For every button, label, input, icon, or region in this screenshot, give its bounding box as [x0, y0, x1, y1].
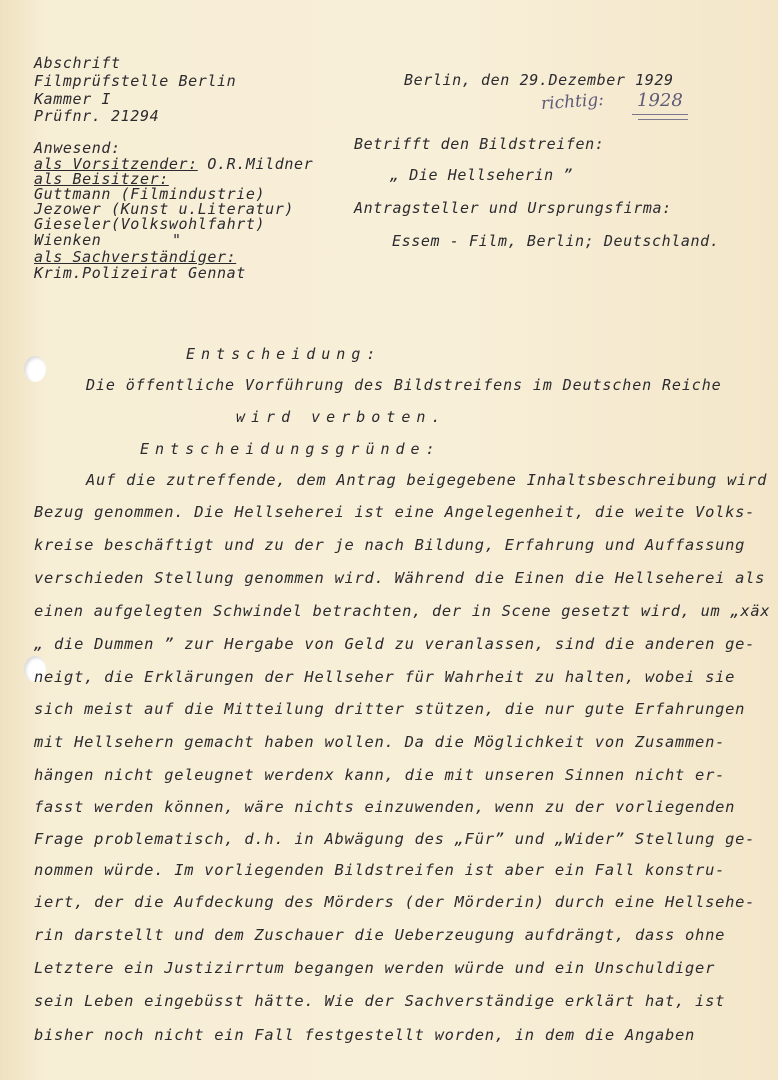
- body-line: kreise beschäftigt und zu der je nach Bildung, Erfahrung und Auffassung: [34, 536, 746, 554]
- body-line: fasst werden können, wäre nichts einzuwenden, wenn zu der vorliegenden: [34, 798, 736, 816]
- body-line: „ die Dummen ” zur Hergabe von Geld zu veranlassen, sind die anderen ge-: [34, 635, 756, 653]
- handwritten-underline: [632, 114, 688, 115]
- body-line: Frage problematisch, d.h. in Abwägung des „Für” und „Wider” Stellung ge-: [34, 830, 756, 848]
- applicant-label: Antragsteller und Ursprungsfirma:: [354, 199, 672, 217]
- test-number: Prüfnr. 21294: [34, 107, 160, 125]
- assessor-2: Jezower (Kunst u.Literatur): [34, 200, 295, 218]
- copy-label: Abschrift: [34, 54, 121, 72]
- chair-label: als Vorsitzender:: [34, 155, 198, 173]
- body-line: nommen würde. Im vorliegenden Bildstreifen ist aber ein Fall konstru-: [34, 861, 726, 879]
- document-date: Berlin, den 29.Dezember 1929: [404, 71, 674, 89]
- attendance-title: Anwesend:: [34, 139, 121, 157]
- body-line: rin darstellt und dem Zuschauer die Ueberzeugung aufdrängt, dass ohne: [34, 926, 726, 944]
- applicant-company: Essem - Film, Berlin; Deutschland.: [392, 232, 720, 250]
- punch-hole: [24, 356, 46, 382]
- authority-name: Filmprüfstelle Berlin: [34, 72, 237, 90]
- body-line: einen aufgelegten Schwindel betrachten, der in Scene gesetzt wird, um „xäx: [34, 602, 771, 620]
- body-line: verschieden Stellung genommen wird. Während die Einen die Hellseherei als: [34, 569, 766, 587]
- body-line: sein Leben eingebüsst hätte. Wie der Sachverständige erklärt hat, ist: [34, 992, 726, 1010]
- assessor-1: Guttmann (Filmindustrie): [34, 185, 266, 203]
- handwritten-corrected-year: 1928: [637, 90, 683, 111]
- body-line: sich meist auf die Mitteilung dritter stützen, die nur gute Erfahrungen: [34, 700, 746, 718]
- ditto-mark: ": [172, 231, 182, 249]
- decision-verdict: wird verboten.: [236, 408, 447, 426]
- body-line: Bezug genommen. Die Hellseherei ist eine Angelegenheit, die weite Volks-: [34, 503, 756, 521]
- subject-label: Betrifft den Bildstreifen:: [354, 135, 605, 153]
- body-line: Auf die zutreffende, dem Antrag beigegebene Inhaltsbeschreibung wird: [86, 471, 768, 489]
- decision-heading: Entscheidung:: [186, 345, 382, 363]
- body-line: mit Hellsehern gemacht haben wollen. Da die Möglichkeit von Zusammen-: [34, 733, 726, 751]
- assessor-3: Gieseler(Volkswohlfahrt): [34, 215, 266, 233]
- chamber: Kammer I: [34, 90, 112, 108]
- chair-name: O.R.Mildner: [207, 155, 314, 173]
- handwritten-correction-note: richtig:: [540, 89, 605, 115]
- film-title: „ Die Hellseherin ”: [390, 166, 573, 184]
- decision-text: Die öffentliche Vorführung des Bildstreifens im Deutschen Reiche: [86, 376, 722, 394]
- expert-name: Krim.Polizeirat Gennat: [34, 264, 246, 282]
- expert-label: als Sachverständiger:: [34, 248, 237, 266]
- assessors-label: als Beisitzer:: [34, 170, 169, 188]
- reasons-heading: Entscheidungsgründe:: [140, 440, 441, 458]
- body-line: bisher noch nicht ein Fall festgestellt worden, in dem die Angaben: [34, 1026, 696, 1044]
- body-line: hängen nicht geleugnet werdenx kann, die mit unseren Sinnen nicht er-: [34, 766, 726, 784]
- assessor-4: Wienken: [34, 231, 102, 249]
- body-line: neigt, die Erklärungen der Hellseher für Wahrheit zu halten, wobei sie: [34, 668, 736, 686]
- body-line: Letztere ein Justizirrtum begangen werden würde und ein Unschuldiger: [34, 959, 716, 977]
- body-line: iert, der die Aufdeckung des Mörders (der Mörderin) durch eine Hellsehe-: [34, 893, 756, 911]
- handwritten-underline: [638, 119, 688, 120]
